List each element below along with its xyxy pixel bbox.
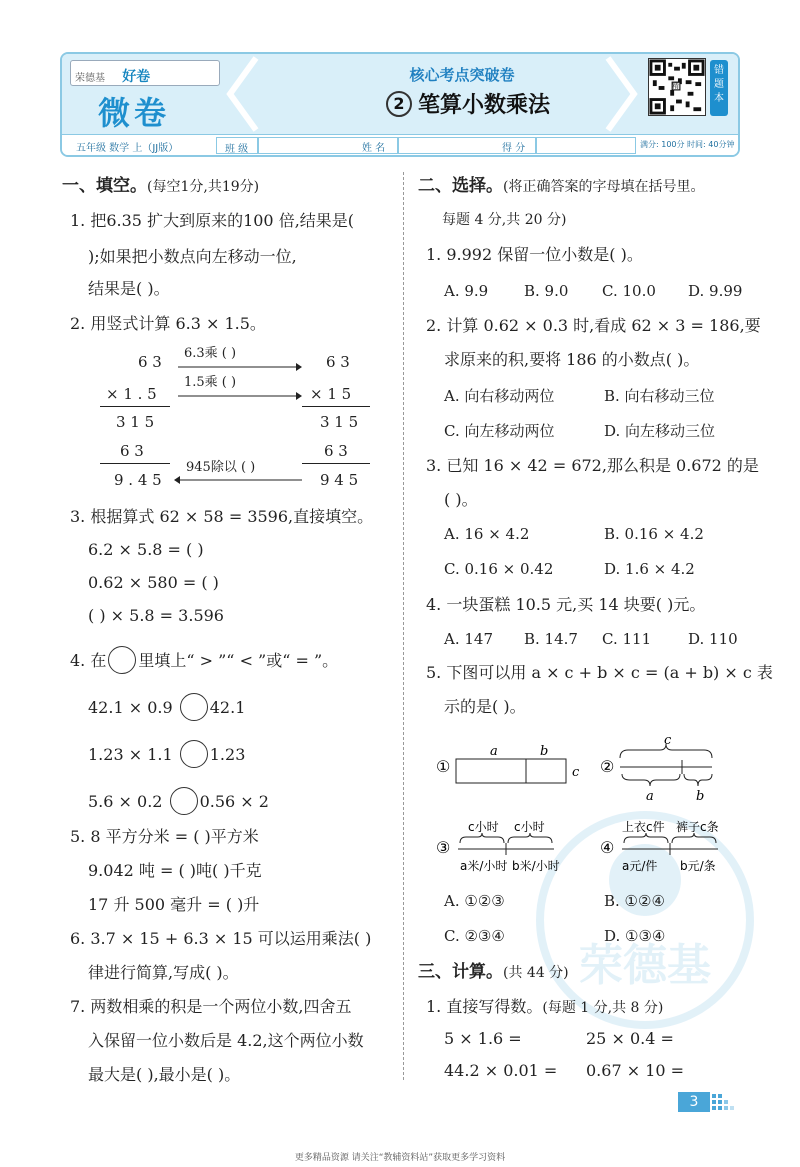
arrow2-label: 1.5乘 ( ): [184, 375, 237, 390]
arrow-right-icon: [178, 362, 302, 372]
section2-heading: [418, 176, 704, 197]
book-title: 微卷: [98, 94, 171, 132]
page-dots-icon: [712, 1092, 742, 1112]
score-input[interactable]: [536, 137, 636, 154]
grade-label: 五年级 数学 上（JJ版）: [76, 143, 179, 154]
s2-q2-opt-c[interactable]: C. 向左移动两位: [444, 422, 555, 440]
s2-q2-opt-a[interactable]: A. 向右移动两位: [444, 387, 555, 405]
s2-q1-text: 1. 9.992 保留一位小数是( )。: [426, 245, 643, 264]
fig2-num: ②: [600, 757, 615, 776]
s1-q5-line1: 5. 8 平方分米 = ( )平方米: [70, 827, 259, 846]
s2-q4-opt-d[interactable]: D. 110: [688, 630, 738, 648]
calc-left-rule1: [100, 406, 170, 407]
fig3-top2: c小时: [514, 820, 545, 834]
class-label: 班 级: [225, 144, 249, 155]
s1-q4-a: [88, 693, 245, 721]
s2-q4-text: 4. 一块蛋糕 10.5 元,买 14 块要( )元。: [426, 595, 706, 614]
section3-note: (共 44 分): [503, 965, 569, 981]
calc-right-rule2: [302, 463, 370, 464]
s2-q5-line1: 5. 下图可以用 a × c + b × c = (a + b) × c 表: [426, 663, 773, 682]
s2-q3-opt-a[interactable]: A. 16 × 4.2: [444, 525, 530, 543]
s2-q3-line1: 3. 已知 16 × 42 = 672,那么积是 0.672 的是: [426, 456, 759, 475]
s2-q5-opt-d[interactable]: D. ①③④: [604, 927, 666, 945]
fig1-num: ①: [436, 757, 451, 776]
section2-title: 二、选择。: [418, 176, 503, 196]
fig4-top1: 上衣c件: [622, 820, 665, 834]
s1-q3-b: 0.62 × 580 = ( ): [88, 573, 219, 592]
calc-right-r1: 6 3: [326, 353, 350, 371]
calc-left-r5: 9 . 4 5: [114, 471, 162, 489]
s2-q5-opt-c[interactable]: C. ②③④: [444, 927, 505, 945]
s1-q1-line1: 1. 把6.35 扩大到原来的100 倍,结果是(: [70, 211, 355, 230]
fig1-a: a: [490, 744, 498, 759]
page-footer: 更多精品资源 请关注“教辅资料站”获取更多学习资料: [294, 1153, 506, 1163]
fig4-bot2: b元/条: [680, 859, 716, 873]
title-text: 笔算小数乘法: [417, 93, 550, 118]
s2-q5-opt-a[interactable]: A. ①②③: [444, 892, 505, 910]
watermark-text: 荣德基: [579, 940, 711, 991]
s1-q3-c: ( ) × 5.8 = 3.596: [88, 606, 224, 625]
s2-q2-opt-d[interactable]: D. 向左移动三位: [604, 422, 716, 440]
s1-q7-line2: 入保留一位小数后是 4.2,这个两位小数: [88, 1031, 364, 1050]
calc-left-r1: 6 3: [138, 353, 162, 371]
section1-note: (每空1分,共19分): [147, 179, 260, 195]
s3-q1-a: 5 × 1.6 =: [444, 1029, 522, 1048]
fig1-b: b: [540, 744, 549, 759]
s2-q1-opt-b[interactable]: B. 9.0: [524, 282, 569, 300]
fig2-a: a: [646, 789, 654, 804]
compare-circle-a[interactable]: [180, 693, 208, 721]
fig4-num: ④: [600, 838, 615, 857]
compare-circle-c[interactable]: [170, 787, 198, 815]
section2-note2: 每题 4 分,共 20 分): [442, 212, 567, 228]
section1-title: 一、填空。: [62, 176, 147, 196]
calc-left-rule2: [100, 463, 170, 464]
s1-q4-c-left: 5.6 × 0.2: [88, 792, 163, 811]
s1-q4-line1: [70, 646, 338, 674]
s2-q3-opt-b[interactable]: B. 0.16 × 4.2: [604, 525, 704, 543]
calc-left-r3: 3 1 5: [116, 413, 155, 431]
arrow3-label: 945除以 ( ): [186, 460, 256, 475]
fig1-c: c: [572, 765, 580, 780]
name-label: 姓 名: [362, 143, 386, 154]
publisher-logo: [70, 60, 220, 86]
s1-q4-a-left: 42.1 × 0.9: [88, 698, 173, 717]
s3-q1-d: 0.67 × 10 =: [586, 1061, 685, 1080]
qr-label: 精: [672, 82, 679, 90]
publisher-name: 荣德基: [75, 73, 105, 84]
calc-right-r2: × 1 5: [310, 385, 352, 403]
column-divider: [403, 172, 404, 1080]
s2-q2-line2: 求原来的积,要将 186 的小数点( )。: [444, 350, 700, 369]
s1-q3-a: 6.2 × 5.8 = ( ): [88, 540, 204, 559]
cuoti-badge[interactable]: 错题本: [710, 60, 728, 116]
fig3-bot1: a米/小时: [460, 859, 508, 873]
section3-heading: [418, 962, 569, 983]
fig3-top1: c小时: [468, 820, 499, 834]
s1-q3-line1: 3. 根据算式 62 × 58 = 3596,直接填空。: [70, 507, 374, 526]
calc-right-rule1: [302, 406, 370, 407]
s1-q4-b: [88, 740, 245, 768]
fig3-num: ③: [436, 838, 451, 857]
subtitle: 核心考点突破卷: [409, 66, 515, 84]
compare-circle-sample: [108, 646, 136, 674]
s3-q1-c: 44.2 × 0.01 =: [444, 1061, 558, 1080]
s1-q7-line1: 7. 两数相乘的积是一个两位小数,四舍五: [70, 997, 352, 1016]
s1-q4-b-left: 1.23 × 1.1: [88, 745, 173, 764]
s1-q6-line2: 律进行简算,写成( )。: [88, 963, 239, 982]
page-header: [60, 52, 740, 157]
s2-q1-opt-c[interactable]: C. 10.0: [602, 282, 656, 300]
calc-right-r3: 3 1 5: [320, 413, 359, 431]
section3-title: 三、计算。: [418, 962, 503, 982]
fig3-bot2: b米/小时: [512, 859, 560, 873]
score-label: 得 分: [502, 143, 526, 154]
s1-q5-line3: 17 升 500 毫升 = ( )升: [88, 895, 260, 914]
fig4-bot1: a元/件: [622, 859, 658, 873]
s1-q5-line2: 9.042 吨 = ( )吨( )千克: [88, 861, 262, 880]
s2-q4-opt-a[interactable]: A. 147: [444, 630, 493, 648]
s2-q4-opt-c[interactable]: C. 111: [602, 630, 652, 648]
s2-q3-opt-c[interactable]: C. 0.16 × 0.42: [444, 560, 554, 578]
section2-note: (将正确答案的字母填在括号里。: [503, 179, 705, 195]
calc-right-r4: 6 3: [324, 442, 348, 460]
s2-q5-opt-b[interactable]: B. ①②④: [604, 892, 665, 910]
arrow-left-icon: [174, 475, 302, 485]
calc-left-r2: × 1 . 5: [106, 385, 157, 403]
s1-q4-part2: 里填上“ > ”“ < ”或“ = ”。: [138, 651, 339, 670]
class-cell: [216, 137, 258, 154]
s2-q2-opt-b[interactable]: B. 向右移动三位: [604, 387, 715, 405]
s2-q2-line1: 2. 计算 0.62 × 0.3 时,看成 62 × 3 = 186,要: [426, 316, 761, 335]
page-title: [318, 88, 618, 119]
s2-q1-opt-d[interactable]: D. 9.99: [688, 282, 743, 300]
calc-left-r4: 6 3: [120, 442, 144, 460]
calc-right-r5: 9 4 5: [320, 471, 359, 489]
s1-q4-a-right: 42.1: [209, 698, 246, 717]
s2-q5-line2: 示的是( )。: [444, 697, 526, 716]
s1-q7-line3: 最大是( ),最小是( )。: [88, 1065, 241, 1084]
fig4-top2: 裤子c条: [676, 820, 719, 834]
s1-q1-line2: );如果把小数点向左移动一位,: [88, 247, 297, 266]
s2-q1-opt-a[interactable]: A. 9.9: [444, 282, 489, 300]
fig2-c: c: [664, 733, 672, 748]
fig2-b: b: [696, 789, 705, 804]
compare-circle-b[interactable]: [180, 740, 208, 768]
arrow-right-icon-2: [178, 391, 302, 401]
s3-q1-b: 25 × 0.4 =: [586, 1029, 674, 1048]
s1-q2-line1: 2. 用竖式计算 6.3 × 1.5。: [70, 314, 266, 333]
figure-3-diagram: [436, 815, 586, 875]
s1-q4-c-right: 0.56 × 2: [199, 792, 269, 811]
s1-q4-b-right: 1.23: [209, 745, 246, 764]
figure-1-diagram: [436, 742, 586, 792]
page-number: 3: [678, 1092, 710, 1112]
section1-heading: [62, 176, 259, 197]
s1-q1-line3: 结果是( )。: [88, 279, 170, 298]
s1-q4-part1: 4. 在: [70, 651, 107, 670]
meta-info: 满分: 100分 时间: 40分钟: [640, 140, 735, 149]
s3-q1-note: (每题 1 分,共 8 分): [542, 1000, 664, 1016]
brand-name: 好卷: [122, 69, 151, 85]
arrow1-label: 6.3乘 ( ): [184, 346, 237, 361]
s3-q1-text: 1. 直接写得数。: [426, 997, 543, 1016]
chevron-left-icon: [222, 54, 262, 134]
figure-2-diagram: [600, 730, 730, 804]
s1-q6-line1: 6. 3.7 × 15 + 6.3 × 15 可以运用乘法( ): [70, 929, 372, 948]
s2-q3-opt-d[interactable]: D. 1.6 × 4.2: [604, 560, 695, 578]
unit-number: 2: [386, 91, 412, 117]
figure-4-diagram: [600, 815, 740, 875]
s1-q4-c: [88, 787, 269, 815]
s2-q4-opt-b[interactable]: B. 14.7: [524, 630, 578, 648]
header-info-row: [62, 134, 738, 156]
s3-q1-line1: [426, 997, 663, 1018]
s2-q3-line2: ( )。: [444, 490, 478, 509]
